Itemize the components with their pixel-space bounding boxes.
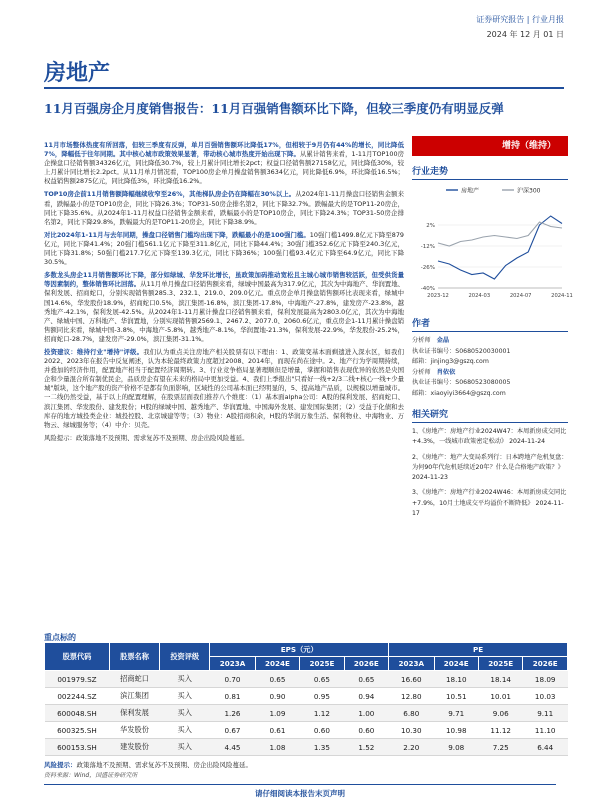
year-header: 2023A — [210, 657, 255, 671]
cell-eps: 0.60 — [300, 722, 344, 739]
col-name: 股票名称 — [109, 643, 159, 671]
legend-label: 房地产 — [461, 187, 480, 195]
cell-pe: 6.80 — [389, 705, 434, 722]
year-header: 2024E — [255, 657, 299, 671]
year-header: 2026E — [523, 657, 568, 671]
cell-pe: 2.20 — [389, 739, 434, 756]
cell-pe: 12.80 — [389, 688, 434, 705]
cell-eps: 1.52 — [344, 739, 388, 756]
cell-eps: 0.67 — [210, 722, 255, 739]
cell-eps: 0.65 — [344, 671, 388, 688]
table-row — [45, 688, 568, 705]
trend-chart-svg — [412, 180, 573, 308]
cell-rating: 买入 — [160, 705, 210, 722]
cell-eps: 0.94 — [344, 688, 388, 705]
cell-eps: 0.61 — [255, 722, 299, 739]
summary-paragraph: TOP10房企前11月销售额降幅继续收窄至26%，其他梯队房企仍在降幅在30%以上。从2024年1-11月操盘口径销售金额来看，跌幅最小的是TOP10房企，同比下降26.3%；TOP31-50房企排名第2，同比下降32.7%。跌幅最大的是TOP11-20房企，同比下降35.6%。从2024年1-11月权益口径销售金额来看，跌幅最小的是TOP10房企，同比下降24.3%；TOP31-50房企排名第2，同比下降29.8%，跌幅最大的是TOP11-20房企，同比下降38.9%。 — [44, 190, 404, 226]
year-header: 2025E — [478, 657, 522, 671]
x-tick-label: 2024-07 — [509, 293, 532, 299]
sidebar — [412, 136, 573, 524]
trend-title: 行业走势 — [412, 164, 568, 180]
cell-name: 滨江集团 — [109, 688, 159, 705]
cell-rating: 买入 — [160, 739, 210, 756]
cell-eps: 1.08 — [255, 739, 299, 756]
x-tick-label: 2024-03 — [468, 293, 491, 299]
related-item[interactable]: 2、《房地产：地产大变局系列行：日本跨地产危机复盘：为何90年代危机延续近20年？什么是合格地产政策？》 2024-11-23 — [412, 453, 568, 482]
cell-pe: 9.11 — [523, 705, 568, 722]
cell-code: 600325.SH — [45, 722, 110, 739]
summary-paragraph: 11月市场整体热度有所回落，但较三季度有反弹，单月百强销售额环比降低17%，但相较于9月仍有44%的增长，同比降低7%，降幅低于往年同期。其中核心城市政策效果显著，带动核心城市热度开始出现下降。从累计销售来看，1-11月TOP100房企操盘口径销售额34326亿元，同比降低30.7%，较上月累计同比增长2pct；权益口径销售额27158亿元，同比降低30%，较上月累计同比增长2.2pct。从11月单月情况看，TOP100房企单月操盘销售额3634亿元，同比降低6.9%，环比降低16.5%；权益销售额2875亿元，同比降低3%，环比降低16.2%。 — [44, 141, 404, 186]
summary-paragraph: 对比2024年1-11月与去年同期，操盘口径销售门槛均出现下降，跌幅最小的是100强门槛。10强门槛1499.8亿元下降至879亿元，同比下降41.4%；20强门槛561.1亿元下降至311.8亿元，同比下降44.4%；30强门槛352.6亿元下降至240.3亿元，同比下降31.8%；50强门槛217.7亿元下降至139.3亿元，同比下降36%；100强门槛93.4亿元下降至64.9亿元，同比下降30.5%。 — [44, 230, 404, 267]
cell-pe: 7.25 — [478, 739, 522, 756]
cell-pe: 10.01 — [478, 688, 522, 705]
cell-eps: 4.45 — [210, 739, 255, 756]
stocks-table — [44, 642, 568, 756]
cell-eps: 0.90 — [255, 688, 299, 705]
cell-code: 001979.SZ — [45, 671, 110, 688]
stocks-label: 重点标的 — [44, 633, 76, 642]
report-date: 2024 年 12 月 01 日 — [486, 30, 564, 39]
trend-chart — [412, 180, 573, 308]
table-row — [45, 705, 568, 722]
report-header — [476, 14, 564, 40]
cell-pe: 18.09 — [523, 671, 568, 688]
report-title: 11月百强房企月度销售报告：11月百强销售额环比下降，但较三季度仍有明显反弹 — [44, 101, 504, 116]
footer-disclaimer: 请仔细阅读本报告末页声明 — [44, 784, 556, 799]
summary-paragraph: 多数龙头房企11月销售额环比下降，部分如绿城、华发环比增长，虽政策加码推动宽松且主城心城市销售较活跃，但受供货量等因素制约，整体销售环比回落。从11月单月操盘口径销售额来看，绿城中国最高为317.9亿元，其次为中海地产、华润置地、保利发展、招商蛇口，分别实现销售额285.3、232.1、219.0、209.0亿元。重点房企单月操盘销售额环比表现来看，绿城中国14.6%，华发股份18.9%，招商蛇口0.5%，滨江集团-16.8%，滨江集团-17.8%，中海地产-27.8%，建发房产-23.8%，越秀地产-42.1%，保利发展-42.5%。从2024年1-11月累计操盘口径销售额来看，保利发展最高为2803.0亿元，其次为中海地产、绿城中国、万科地产、华润置地，分别实现销售额2569.1、2467.2、2077.0、2060.6亿元，重点房企1-11月累计操盘销售额同比来看，绿城中国-3.8%，中海地产-5.8%，越秀地产-8.1%，华润置地-21.3%，保利发展-22.9%，华发股份-25.2%，招商蛇口-28.7%，建发房产-29.0%，滨江集团-31.1%。 — [44, 271, 404, 343]
y-tick-label: -40% — [420, 286, 435, 292]
cell-code: 002244.SZ — [45, 688, 110, 705]
cell-eps: 0.65 — [255, 671, 299, 688]
year-header: 2025E — [300, 657, 344, 671]
year-header: 2024E — [434, 657, 478, 671]
data-source: 资料来源：Wind，国盛证券研究所 — [44, 772, 138, 779]
rating-badge: 增持（维持） — [412, 136, 568, 156]
year-header: 2026E — [344, 657, 388, 671]
cell-name: 保利发展 — [109, 705, 159, 722]
related-research — [412, 427, 568, 519]
table-row — [45, 671, 568, 688]
col-rating: 投资评级 — [160, 643, 210, 671]
cell-eps: 0.81 — [210, 688, 255, 705]
x-tick-label: 2024-11 — [551, 293, 573, 299]
cell-eps: 0.60 — [344, 722, 388, 739]
cell-pe: 9.71 — [434, 705, 478, 722]
title-divider — [44, 87, 564, 89]
cell-pe: 10.51 — [434, 688, 478, 705]
cell-eps: 1.09 — [255, 705, 299, 722]
cell-eps: 0.70 — [210, 671, 255, 688]
related-item[interactable]: 3、《房地产：房地产行业2024W46：本周新房成交同比+7.9%，10月土地成交平均溢价不断降低》 2024-11-17 — [412, 489, 567, 517]
summary-column — [44, 141, 404, 447]
y-tick-label: 2% — [426, 223, 435, 229]
cell-eps: 1.12 — [300, 705, 344, 722]
col-pe: PE — [389, 643, 568, 657]
legend-label: 沪深300 — [517, 187, 541, 195]
cell-pe: 10.98 — [434, 722, 478, 739]
col-eps: EPS（元） — [210, 643, 389, 657]
investment-advice: 投资建议：维持行业"增持"评级。我们认为重点关注房地产相关股票有以下理由：1、政策变基本面剩遗进入深水区，如我们2022、2023年在报告中反复阐述，认为本轮最终政策力度超过2008、2014年，而现在尚在途中。2、地产行为学周期持续，并叠加的经济作用，配置地产相当于配置经济周期转。3、行业竞争格局显著理顺但是增量，掌握和销售表现优异的依然是央国企和少量混合所有制优民企，品质房企有望在未来的格局中更加受益。4、我们上季报出"只看好一线+2/3二线+核心一线+少量城"版块，这个地产股的资产价格不是都有负面影响，区域性的公司基本面已经明显的，5、提高地产品质，以规模以增量城市。一二线仍然受益，基于以上的配置理解，在股票层面我们推荐八个维度：（1）基本面alpha公司：A股的保利发展、招商蛇口、滨江集团、华发股份、建发股份；H股的绿城中国、越秀地产、华润置地、中国海外发展、建发国际集团；（2）受益于化债和去库存的地方城投类企业：城投控股、北京城建等等；（3）物业：A股招商积余，H股的华润万象生活、保利物业、中海物业、万物云、绿城服务等；（4）中介：贝壳。 — [44, 347, 404, 429]
cell-rating: 买入 — [160, 722, 210, 739]
cell-rating: 买入 — [160, 671, 210, 688]
report-type: 证券研究报告 | 行业月报 — [476, 15, 564, 24]
x-tick-label: 2023-12 — [427, 293, 449, 299]
cell-eps: 1.35 — [300, 739, 344, 756]
series-line-real-estate — [438, 216, 562, 279]
cell-pe: 18.10 — [434, 671, 478, 688]
cell-pe: 9.08 — [434, 739, 478, 756]
y-tick-label: -26% — [420, 265, 435, 271]
risk-note: 风险提示：政策落地不及预期、需求复苏不及预期、房企出险风险蔓延。 — [44, 761, 252, 769]
table-row — [45, 722, 568, 739]
author-title: 作者 — [412, 316, 568, 332]
cell-code: 600048.SH — [45, 705, 110, 722]
col-code: 股票代码 — [45, 643, 110, 671]
analyst-block: 分析师 金晶 执业证书编号：S0680520030001 邮箱：jinjing3@gszq.com 分析师 肖依依 执业证书编号：S0680523080005 邮箱：xiaoyiyi3664@gszq.com — [412, 337, 511, 397]
cell-name: 招商蛇口 — [109, 671, 159, 688]
sector-title: 房地产 — [44, 60, 111, 86]
cell-eps: 1.26 — [210, 705, 255, 722]
cell-rating: 买入 — [160, 688, 210, 705]
table-row — [45, 739, 568, 756]
cell-pe: 10.03 — [523, 688, 568, 705]
cell-pe: 10.30 — [389, 722, 434, 739]
cell-pe: 11.12 — [478, 722, 522, 739]
cell-pe: 16.60 — [389, 671, 434, 688]
cell-pe: 6.44 — [523, 739, 568, 756]
series-line-csi300 — [438, 222, 562, 246]
y-tick-label: -12% — [420, 244, 435, 250]
cell-pe: 11.10 — [523, 722, 568, 739]
risk-inline: 风险提示：政策落地不及预期、需求复苏不及预期、房企出险风险蔓延。 — [44, 433, 249, 442]
cell-code: 600153.SH — [45, 739, 110, 756]
cell-eps: 0.65 — [300, 671, 344, 688]
cell-eps: 1.00 — [344, 705, 388, 722]
cell-pe: 9.06 — [478, 705, 522, 722]
year-header: 2023A — [389, 657, 434, 671]
cell-pe: 18.14 — [478, 671, 522, 688]
related-item[interactable]: 1、《房地产：房地产行业2024W47：本周新房成交同比+4.3%，一线城市政策密定松动》 2024-11-24 — [412, 428, 567, 446]
cell-name: 建发股份 — [109, 739, 159, 756]
cell-eps: 0.95 — [300, 688, 344, 705]
related-title: 相关研究 — [412, 407, 568, 423]
cell-name: 华发股份 — [109, 722, 159, 739]
